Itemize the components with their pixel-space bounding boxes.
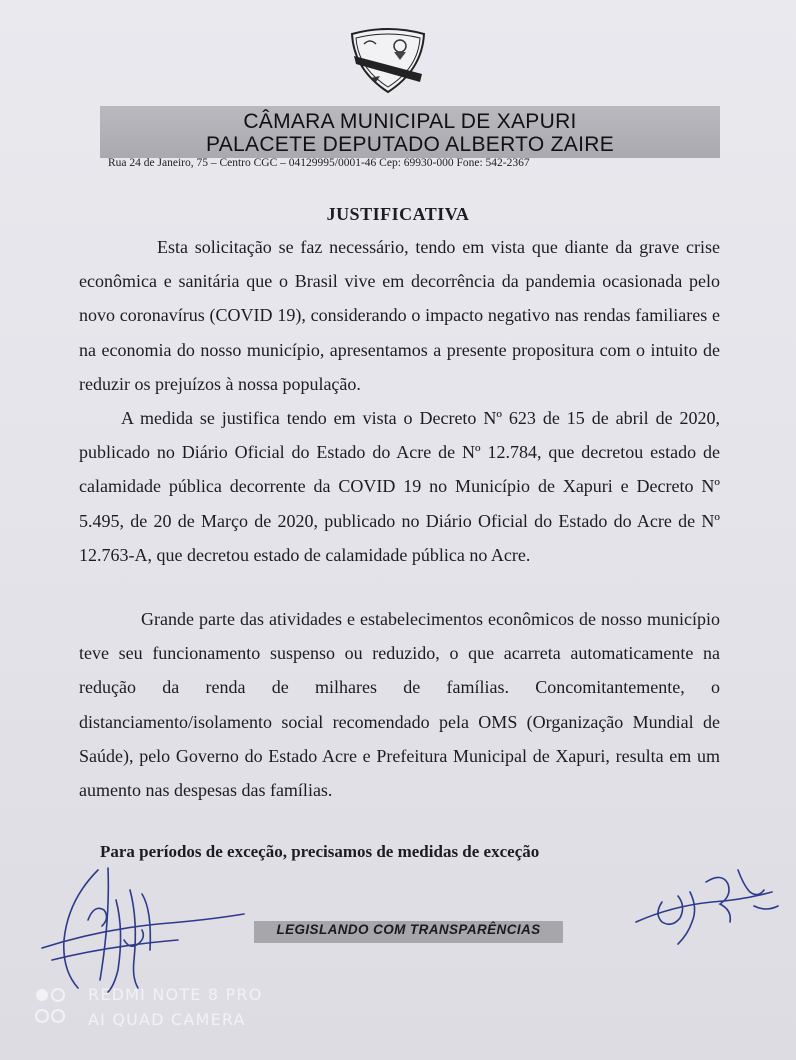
signature-right (632, 862, 782, 948)
closing-statement: Para períodos de exceção, precisamos de medidas de exceção (100, 842, 540, 861)
institution-name: CÂMARA MUNICIPAL DE XAPURI (243, 110, 577, 133)
paragraph-3: Grande parte das atividades e estabelecimentos econômicos de nosso município teve seu funcionamento suspenso ou reduzido, o que acarreta automaticamente na redução da renda de milhares de famílias. Concomitantemente, o distanciamento/isolamento social recomendado pela OMS (Organização Mundial de Saúde), pelo Governo do Estado Acre e Prefeitura Municipal de Xapuri, resulta em um aumento nas despesas das famílias. (79, 609, 720, 801)
motto-text: LEGISLANDO COM TRANSPARÊNCIAS (276, 922, 541, 937)
document-heading: JUSTIFICATIVA (326, 204, 470, 224)
watermark-model: REDMI NOTE 8 PRO (88, 985, 263, 1004)
paragraph-1: Esta solicitação se faz necessário, tendo em vista que diante da grave crise econômica e sanitária que o Brasil vive em decorrência da pandemia ocasionada pelo novo coronavírus (COVID 19), considerando o impacto negativo nas rendas familiares e na economia do nosso município, apresentamos a presente propositura com o intuito de reduzir os prejuízos à nossa população. (79, 237, 720, 394)
paragraph-2: A medida se justifica tendo em vista o Decreto Nº 623 de 15 de abril de 2020, publicado no Diário Oficial do Estado do Acre de Nº 12.784, que decretou estado de calamidade pública decorrente da COVID 19 no Município de Xapuri e Decreto Nº 5.495, de 20 de Março de 2020, publicado no Diário Oficial do Estado do Acre de Nº 12.763-A, que decretou estado de calamidade pública no Acre. (79, 408, 720, 565)
camera-lens-icon (34, 988, 74, 1028)
watermark-camera: AI QUAD CAMERA (88, 1010, 246, 1029)
institution-address: Rua 24 de Janeiro, 75 – Centro CGC – 04129995/0001-46 Cep: 69930-000 Fone: 542-2367 (108, 157, 530, 169)
institution-building: PALACETE DEPUTADO ALBERTO ZAIRE (205, 133, 615, 156)
municipal-crest-logo (346, 26, 430, 98)
signature-left (38, 860, 248, 1000)
